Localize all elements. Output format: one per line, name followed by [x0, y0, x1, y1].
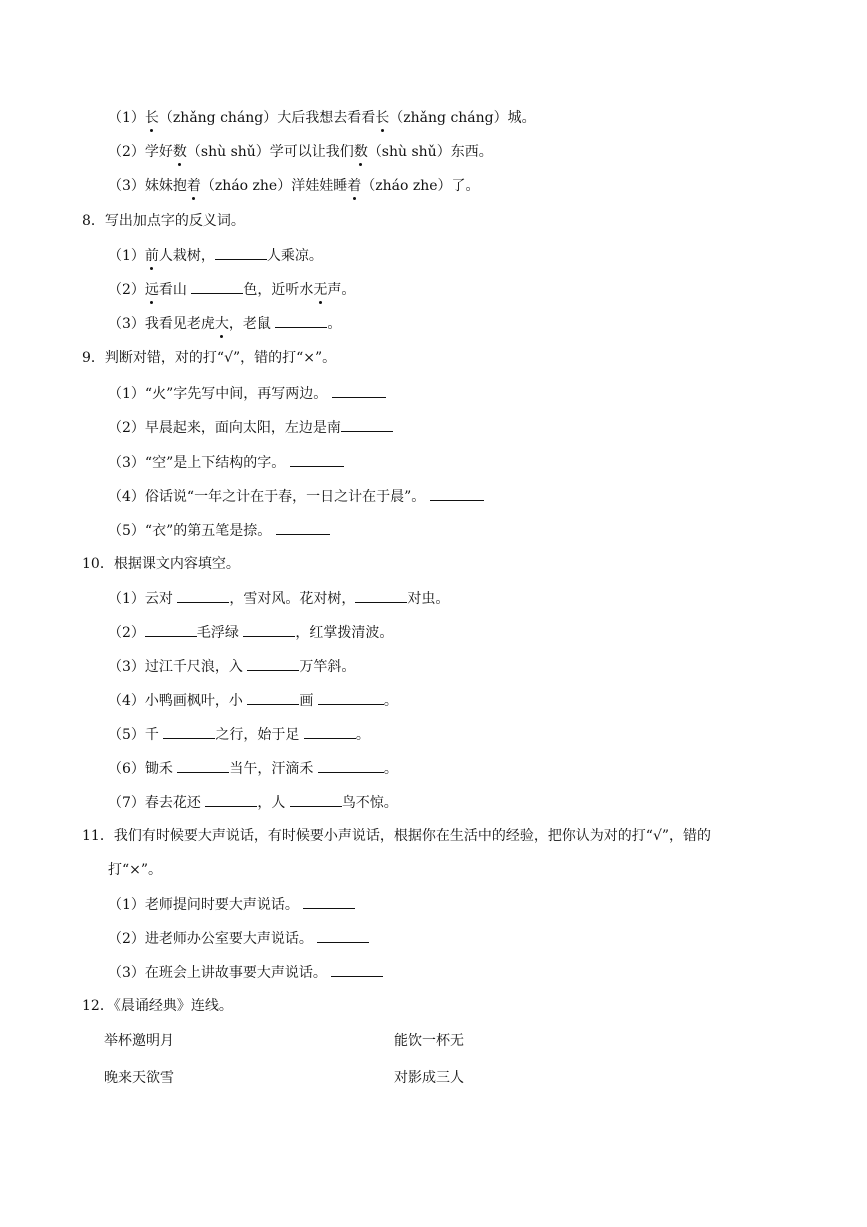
answer-blank[interactable]: [276, 520, 330, 535]
q10-item-5: （5）千 之行，始于足 。: [108, 724, 370, 745]
q10-title: 10．根据课文内容填空。: [82, 556, 240, 572]
answer-blank[interactable]: [331, 962, 383, 977]
dotted-char: 远: [144, 282, 159, 298]
q10-item-4: （4）小鸭画枫叶，小 画 。: [108, 690, 398, 711]
q8-item-2: （2）远看山 色，近听水无声。: [108, 279, 355, 300]
dotted-char: 长: [375, 110, 390, 126]
answer-blank[interactable]: [303, 894, 355, 909]
answer-blank[interactable]: [205, 792, 257, 807]
answer-blank[interactable]: [332, 383, 386, 398]
match-right-1[interactable]: 能饮一杯无: [394, 1033, 464, 1049]
answer-blank[interactable]: [355, 588, 407, 603]
dotted-char: 无: [313, 282, 328, 298]
answer-blank[interactable]: [290, 452, 344, 467]
answer-blank[interactable]: [304, 724, 356, 739]
answer-blank[interactable]: [317, 928, 369, 943]
answer-blank[interactable]: [163, 724, 215, 739]
q10-item-2: （2） 毛浮绿 ，红掌拨清波。: [108, 622, 393, 643]
answer-blank[interactable]: [191, 279, 243, 294]
q9-item-3: （3）“空”是上下结构的字。: [108, 452, 344, 473]
q10-item-3: （3）过江千尺浪，入 万竿斜。: [108, 656, 355, 677]
q11-item-2: （2）进老师办公室要大声说话。: [108, 928, 369, 949]
q9-item-4: （4）俗话说“一年之计在于春，一日之计在于晨”。: [108, 486, 484, 507]
q7-item-1: （1）长（zhǎng cháng）大后我想去看看长（zhǎng cháng）城。: [108, 110, 536, 126]
answer-blank[interactable]: [430, 486, 484, 501]
q10-item-1: （1）云对 ，雪对风。花对树， 对虫。: [108, 588, 449, 609]
answer-blank[interactable]: [247, 690, 299, 705]
q11-item-3: （3）在班会上讲故事要大声说话。: [108, 962, 383, 983]
match-right-2[interactable]: 对影成三人: [394, 1070, 464, 1086]
answer-blank[interactable]: [318, 758, 384, 773]
answer-blank[interactable]: [215, 245, 267, 260]
q9-item-1: （1）“火”字先写中间，再写两边。: [108, 383, 386, 404]
answer-blank[interactable]: [177, 588, 229, 603]
dotted-char: 长: [144, 110, 159, 126]
q7-item-2: （2）学好数（shù shǔ）学可以让我们数（shù shǔ）东西。: [108, 144, 493, 160]
answer-blank[interactable]: [247, 656, 299, 671]
answer-blank[interactable]: [177, 758, 229, 773]
q8-title: 8．写出加点字的反义词。: [82, 213, 245, 229]
q11-item-1: （1）老师提问时要大声说话。: [108, 894, 355, 915]
dotted-char: 大: [214, 316, 229, 332]
q12-title: 12．《晨诵经典》连线。: [82, 998, 233, 1014]
answer-blank[interactable]: [243, 622, 295, 637]
answer-blank[interactable]: [318, 690, 384, 705]
dotted-char: 数: [353, 144, 368, 160]
q9-title: 9．判断对错，对的打“√”，错的打“×”。: [82, 350, 337, 366]
q9-item-5: （5）“衣”的第五笔是捺。: [108, 520, 330, 541]
q8-item-1: （1）前人栽树， 人乘凉。: [108, 245, 323, 266]
q10-item-6: （6）锄禾 当午，汗滴禾 。: [108, 758, 398, 779]
q8-item-3: （3）我看见老虎大，老鼠 。: [108, 313, 341, 334]
q10-item-7: （7）春去花还 ，人 鸟不惊。: [108, 792, 398, 813]
match-left-1[interactable]: 举杯邀明月: [104, 1033, 174, 1049]
dotted-char: 前: [144, 248, 159, 264]
dotted-char: 着: [347, 178, 362, 194]
dotted-char: 着: [186, 178, 201, 194]
answer-blank[interactable]: [145, 622, 197, 637]
answer-blank[interactable]: [341, 417, 393, 432]
answer-blank[interactable]: [275, 313, 327, 328]
q7-item-3: （3）妹妹抱着（zháo zhe）洋娃娃睡着（zháo zhe）了。: [108, 178, 480, 194]
q11-title-cont: 打“×”。: [108, 862, 163, 878]
dotted-char: 数: [172, 144, 187, 160]
q11-title: 11．我们有时候要大声说话，有时候要小声说话，根据你在生活中的经验，把你认为对的打“√”，错的: [82, 828, 712, 844]
q9-item-2: （2）早晨起来，面向太阳，左边是南: [108, 417, 393, 438]
answer-blank[interactable]: [290, 792, 342, 807]
match-left-2[interactable]: 晚来天欲雪: [104, 1070, 174, 1086]
